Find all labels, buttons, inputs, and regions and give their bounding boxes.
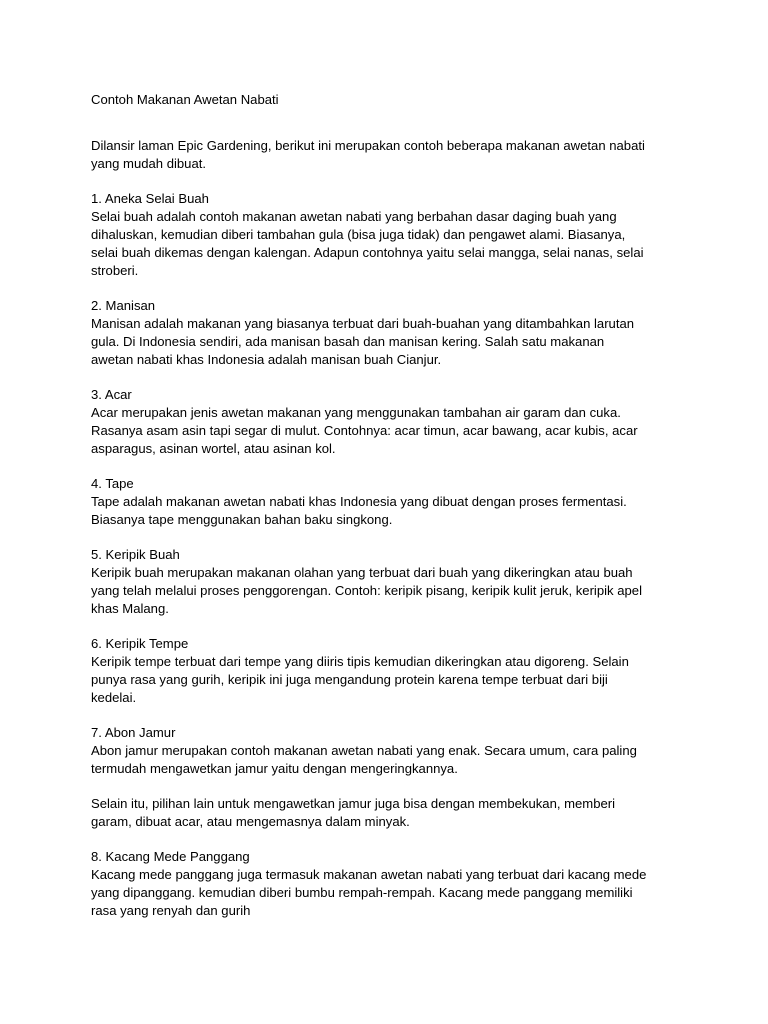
section-body-line: termudah mengawetkan jamur yaitu dengan mengeringkannya.	[91, 761, 458, 776]
section-body-line: Selain itu, pilihan lain untuk mengawetkan jamur juga bisa dengan membekukan, memberi	[91, 796, 616, 811]
section-heading: 8. Kacang Mede Panggang	[91, 849, 250, 864]
section-body-line: Manisan adalah makanan yang biasanya terbuat dari buah-buahan yang ditambahkan larutan	[91, 316, 635, 331]
section-heading: 6. Keripik Tempe	[91, 636, 189, 651]
section-5	[91, 546, 691, 618]
section-heading: 4. Tape	[91, 476, 134, 491]
section-4	[91, 475, 691, 529]
section-body-line: kedelai.	[91, 690, 137, 705]
section-body-line: yang dipanggang. kemudian diberi bumbu rempah-rempah. Kacang mede panggang memiliki	[91, 885, 633, 900]
intro-line: Dilansir laman Epic Gardening, berikut ini merupakan contoh beberapa makanan awetan nabati	[91, 138, 645, 153]
section-6	[91, 635, 691, 707]
section-body-line: dihaluskan, kemudian diberi tambahan gula (bisa juga tidak) dan pengawet alami. Biasanya,	[91, 227, 626, 242]
section-body-line: gula. Di Indonesia sendiri, ada manisan basah dan manisan kering. Salah satu makanan	[91, 334, 605, 349]
section-body-line: Abon jamur merupakan contoh makanan awetan nabati yang enak. Secara umum, cara paling	[91, 743, 637, 758]
intro-paragraph	[91, 137, 691, 173]
intro-line: yang mudah dibuat.	[91, 156, 207, 171]
section-heading: 2. Manisan	[91, 298, 156, 313]
section-7	[91, 724, 691, 778]
section-body-line: Acar merupakan jenis awetan makanan yang menggunakan tambahan air garam dan cuka.	[91, 405, 621, 420]
section-2	[91, 297, 691, 369]
section-body-line: asparagus, asinan wortel, atau asinan kol.	[91, 441, 336, 456]
section-body-line: rasa yang renyah dan gurih	[91, 903, 251, 918]
section-body-line: Selai buah adalah contoh makanan awetan nabati yang berbahan dasar daging buah yang	[91, 209, 617, 224]
section-3	[91, 386, 691, 458]
section-body-line: punya rasa yang gurih, keripik ini juga mengandung protein karena tempe terbuat dari biji	[91, 672, 608, 687]
section-body-line: awetan nabati khas Indonesia adalah manisan buah Cianjur.	[91, 352, 442, 367]
section-body-line: selai buah dikemas dengan kalengan. Adapun contohnya yaitu selai mangga, selai nanas, selai	[91, 245, 644, 260]
document-title: Contoh Makanan Awetan Nabati	[91, 92, 279, 107]
section-heading: 3. Acar	[91, 387, 132, 402]
section-body-line: yang telah melalui proses penggorengan. Contoh: keripik pisang, keripik kulit jeruk, keripik apel	[91, 583, 642, 598]
document-page	[91, 91, 691, 937]
section-body-line: Keripik tempe terbuat dari tempe yang diiris tipis kemudian dikeringkan atau digoreng. Selain	[91, 654, 629, 669]
section-body-line: Kacang mede panggang juga termasuk makanan awetan nabati yang terbuat dari kacang mede	[91, 867, 647, 882]
sections-container	[91, 190, 691, 920]
section-body-line: khas Malang.	[91, 601, 169, 616]
section-body-line: Keripik buah merupakan makanan olahan yang terbuat dari buah yang dikeringkan atau buah	[91, 565, 633, 580]
section-heading: 5. Keripik Buah	[91, 547, 180, 562]
section-body-line: Biasanya tape menggunakan bahan baku singkong.	[91, 512, 393, 527]
section-body-line: Tape adalah makanan awetan nabati khas Indonesia yang dibuat dengan proses fermentasi.	[91, 494, 627, 509]
section-9	[91, 848, 691, 920]
section-heading: 7. Abon Jamur	[91, 725, 176, 740]
section-body-line: stroberi.	[91, 263, 139, 278]
section-1	[91, 190, 691, 280]
section-body-line: garam, dibuat acar, atau mengemasnya dalam minyak.	[91, 814, 410, 829]
section-body-line: Rasanya asam asin tapi segar di mulut. Contohnya: acar timun, acar bawang, acar kubis, acar	[91, 423, 638, 438]
section-8	[91, 795, 691, 831]
section-heading: 1. Aneka Selai Buah	[91, 191, 209, 206]
